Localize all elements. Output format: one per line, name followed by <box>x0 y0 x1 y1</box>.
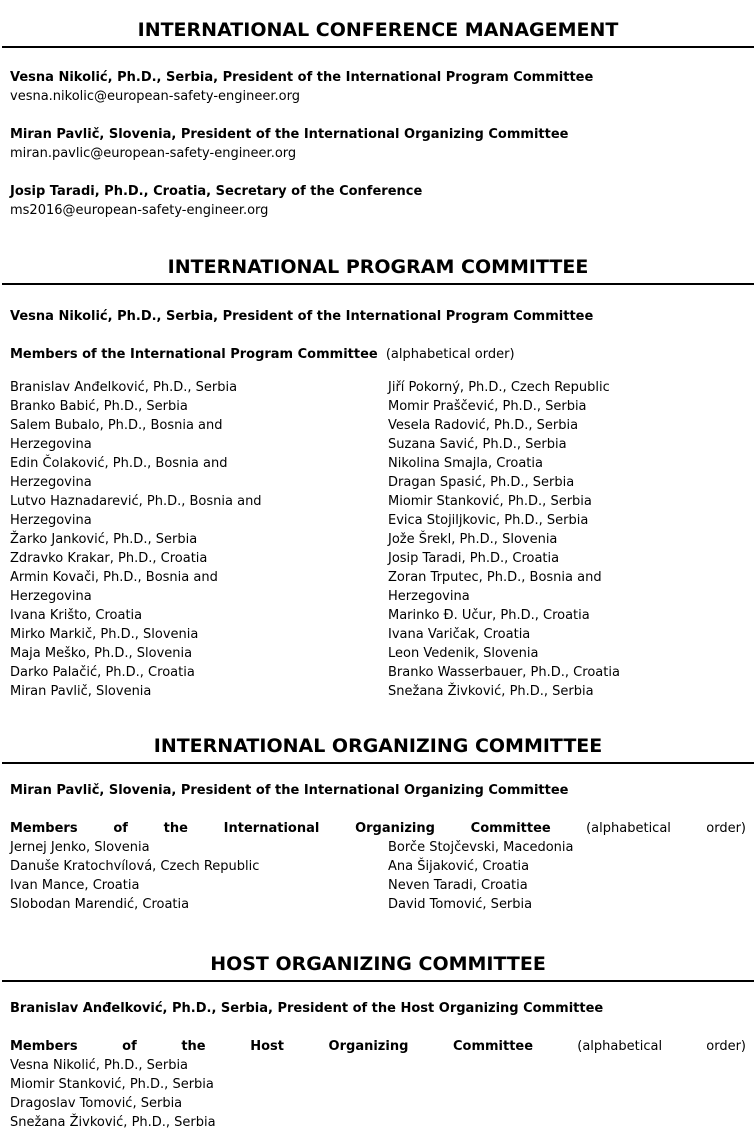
organizing-committee-president-line: Miran Pavlič, Slovenia, President of the International Organizing Committee <box>10 783 569 798</box>
member-item: Neven Taradi, Croatia <box>388 878 528 893</box>
program-committee-members <box>10 378 746 701</box>
member-item: Snežana Živković, Ph.D., Serbia <box>388 684 594 699</box>
members-heading-bold: Members of the Host Organizing Committee <box>10 1039 534 1054</box>
program-committee-title: INTERNATIONAL PROGRAM COMMITTEE <box>2 255 754 285</box>
person-entry <box>10 125 746 163</box>
member-item: Jože Šrekl, Ph.D., Slovenia <box>388 532 558 547</box>
section-organizing-committee <box>10 734 746 914</box>
member-item: Miomir Stanković, Ph.D., Serbia <box>388 494 592 509</box>
person-name-role-line: Josip Taradi, Ph.D., Croatia, Secretary of the Conference <box>10 184 423 199</box>
host-committee-title: HOST ORGANIZING COMMITTEE <box>2 952 754 982</box>
member-item: Nikolina Smajla, Croatia <box>388 456 543 471</box>
host-committee-members <box>10 1056 746 1132</box>
person-email: vesna.nikolic@european-safety-engineer.org <box>10 89 300 104</box>
member-item: Jiří Pokorný, Ph.D., Czech Republic <box>388 380 610 395</box>
member-item: David Tomović, Serbia <box>388 897 533 912</box>
members-heading-note: (alphabetical order) <box>586 821 746 836</box>
member-item: Zdravko Krakar, Ph.D., Croatia <box>10 551 208 566</box>
member-item: Zoran Trputec, Ph.D., Bosnia and Herzegovina <box>388 570 602 604</box>
program-committee-members-heading <box>10 345 746 364</box>
members-heading-note: (alphabetical order) <box>385 347 515 362</box>
organizing-members-left-column <box>10 838 388 914</box>
member-item: Marinko Đ. Učur, Ph.D., Croatia <box>388 608 590 623</box>
member-item: Jernej Jenko, Slovenia <box>10 840 150 855</box>
organizing-committee-members <box>10 838 746 914</box>
section-conference-management <box>10 18 746 220</box>
conference-management-people <box>10 68 746 220</box>
person-name-role-line: Vesna Nikolić, Ph.D., Serbia, President of the International Program Committee <box>10 70 594 85</box>
organizing-committee-members-heading <box>10 819 746 838</box>
person-entry <box>10 68 746 106</box>
member-item: Josip Taradi, Ph.D., Croatia <box>388 551 560 566</box>
organizing-members-right-column <box>388 838 746 914</box>
member-item: Slobodan Marendić, Croatia <box>10 897 190 912</box>
member-item: Ivana Krišto, Croatia <box>10 608 143 623</box>
member-item: Borče Stojčevski, Macedonia <box>388 840 574 855</box>
member-item: Maja Meško, Ph.D., Slovenia <box>10 646 193 661</box>
program-committee-president-line: Vesna Nikolić, Ph.D., Serbia, President of the International Program Committee <box>10 309 594 324</box>
member-item: Leon Vedenik, Slovenia <box>388 646 539 661</box>
program-members-right-column <box>388 378 746 701</box>
members-heading-bold: Members of the International Organizing Committee <box>10 821 551 836</box>
host-committee-president-line: Branislav Anđelković, Ph.D., Serbia, President of the Host Organizing Committee <box>10 1001 604 1016</box>
person-email: miran.pavlic@european-safety-engineer.org <box>10 146 297 161</box>
member-item: Dragan Spasić, Ph.D., Serbia <box>388 475 575 490</box>
member-item: Ivana Varičak, Croatia <box>388 627 531 642</box>
member-item: Snežana Živković, Ph.D., Serbia <box>10 1115 216 1130</box>
member-item: Suzana Savić, Ph.D., Serbia <box>388 437 567 452</box>
member-item: Mirko Markič, Ph.D., Slovenia <box>10 627 199 642</box>
member-item: Ana Šijaković, Croatia <box>388 859 530 874</box>
members-heading-bold: Members of the International Program Committee <box>10 347 378 362</box>
member-item: Branko Wasserbauer, Ph.D., Croatia <box>388 665 620 680</box>
member-item: Miran Pavlič, Slovenia <box>10 684 152 699</box>
conference-management-title: INTERNATIONAL CONFERENCE MANAGEMENT <box>2 18 754 48</box>
member-item: Armin Kovači, Ph.D., Bosnia and Herzegovina <box>10 570 218 604</box>
member-item: Ivan Mance, Croatia <box>10 878 140 893</box>
person-entry <box>10 182 746 220</box>
section-host-committee <box>10 952 746 1132</box>
member-item: Danuše Kratochvílová, Czech Republic <box>10 859 260 874</box>
member-item: Branislav Anđelković, Ph.D., Serbia <box>10 380 238 395</box>
member-item: Lutvo Haznadarević, Ph.D., Bosnia and Herzegovina <box>10 494 262 528</box>
host-committee-members-heading <box>10 1037 746 1056</box>
person-email: ms2016@european-safety-engineer.org <box>10 203 269 218</box>
member-item: Vesela Radović, Ph.D., Serbia <box>388 418 579 433</box>
section-program-committee <box>10 255 746 701</box>
member-item: Salem Bubalo, Ph.D., Bosnia and Herzegovina <box>10 418 223 452</box>
member-item: Darko Palačić, Ph.D., Croatia <box>10 665 195 680</box>
members-heading-note: (alphabetical order) <box>577 1039 746 1054</box>
member-item: Evica Stojiljkovic, Ph.D., Serbia <box>388 513 589 528</box>
organizing-committee-title: INTERNATIONAL ORGANIZING COMMITTEE <box>2 734 754 764</box>
member-item: Vesna Nikolić, Ph.D., Serbia <box>10 1058 189 1073</box>
member-item: Branko Babić, Ph.D., Serbia <box>10 399 188 414</box>
program-members-left-column <box>10 378 388 701</box>
member-item: Miomir Stanković, Ph.D., Serbia <box>10 1077 214 1092</box>
member-item: Momir Praščević, Ph.D., Serbia <box>388 399 587 414</box>
person-name-role-line: Miran Pavlič, Slovenia, President of the International Organizing Committee <box>10 127 569 142</box>
member-item: Žarko Janković, Ph.D., Serbia <box>10 532 198 547</box>
member-item: Edin Čolaković, Ph.D., Bosnia and Herzegovina <box>10 456 228 490</box>
member-item: Dragoslav Tomović, Serbia <box>10 1096 183 1111</box>
